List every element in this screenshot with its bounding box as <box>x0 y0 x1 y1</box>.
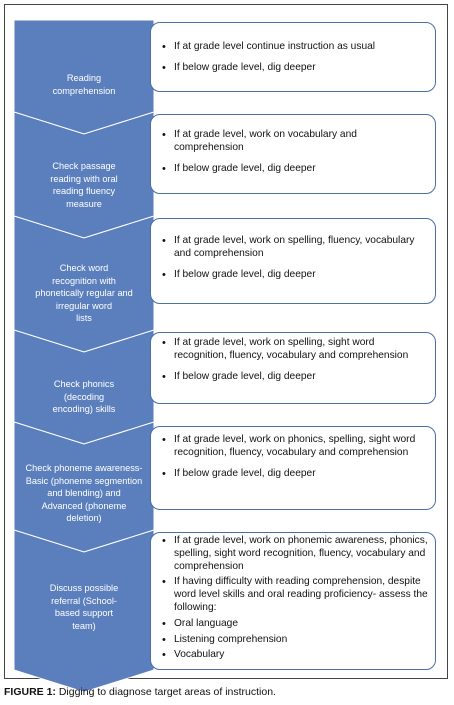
step-detail-box <box>150 22 436 92</box>
step-detail-box <box>150 532 436 670</box>
bullet-item: • Oral language <box>161 618 429 631</box>
bullet-item: • Listening comprehension <box>161 634 429 647</box>
bullet-item: • If at grade level, work on phonics, spelling, sight word recognition, fluency, vocabulary and comprehension <box>161 434 429 460</box>
bullet-item: • Vocabulary <box>161 649 429 662</box>
bullet-item: • If at grade level, work on spelling, fluency, vocabulary and comprehension <box>161 235 429 261</box>
bullet-list <box>151 533 435 662</box>
step-detail-box <box>150 332 436 404</box>
bullet-list <box>151 115 435 175</box>
bullet-item: • If below grade level, dig deeper <box>161 468 429 481</box>
bullet-list <box>151 219 435 281</box>
step-label: Check word recognition with phonetically regular and irregular word lists <box>35 263 133 323</box>
bullet-item: • If below grade level, dig deeper <box>161 62 429 75</box>
bullet-item: • If having difficulty with reading comprehension, despite word level skills and oral reading proficiency- assess the following: <box>161 576 429 614</box>
bullet-list <box>151 427 435 480</box>
bullet-item: • If below grade level, dig deeper <box>161 269 429 282</box>
bullet-item: • If at grade level, work on spelling, sight word recognition, fluency, vocabulary and comprehension <box>161 337 429 363</box>
figure-caption <box>4 686 276 698</box>
caption-text: Digging to diagnose target areas of instruction. <box>55 686 276 698</box>
bullet-item: • If at grade level, work on vocabulary and comprehension <box>161 129 429 155</box>
step-detail-box <box>150 426 436 510</box>
chevron-step-6 <box>14 530 154 692</box>
step-detail-box <box>150 218 436 304</box>
bullet-list <box>151 333 435 383</box>
step-label: Check phonics (decoding encoding) skills <box>52 379 116 414</box>
step-label: Check phoneme awareness- Basic (phoneme segmention and blending) and Advanced (phoneme deletion) <box>25 463 143 523</box>
bullet-item: • If below grade level, dig deeper <box>161 163 429 176</box>
bullet-list <box>151 23 435 75</box>
bullet-item: • If at grade level, work on phonemic awareness, phonics, spelling, sight word recognition, fluency, vocabulary and comprehension <box>161 535 429 573</box>
bullet-item: • If at grade level continue instruction as usual <box>161 41 429 54</box>
step-label: Check passage reading with oral reading fluency measure <box>50 161 118 209</box>
step-detail-box <box>150 114 436 194</box>
caption-label: FIGURE 1: <box>4 686 56 698</box>
step-label: Reading comprehension <box>52 73 116 96</box>
step-label: Discuss possible referral (School- based support team) <box>49 583 119 631</box>
bullet-item: • If below grade level, dig deeper <box>161 371 429 384</box>
